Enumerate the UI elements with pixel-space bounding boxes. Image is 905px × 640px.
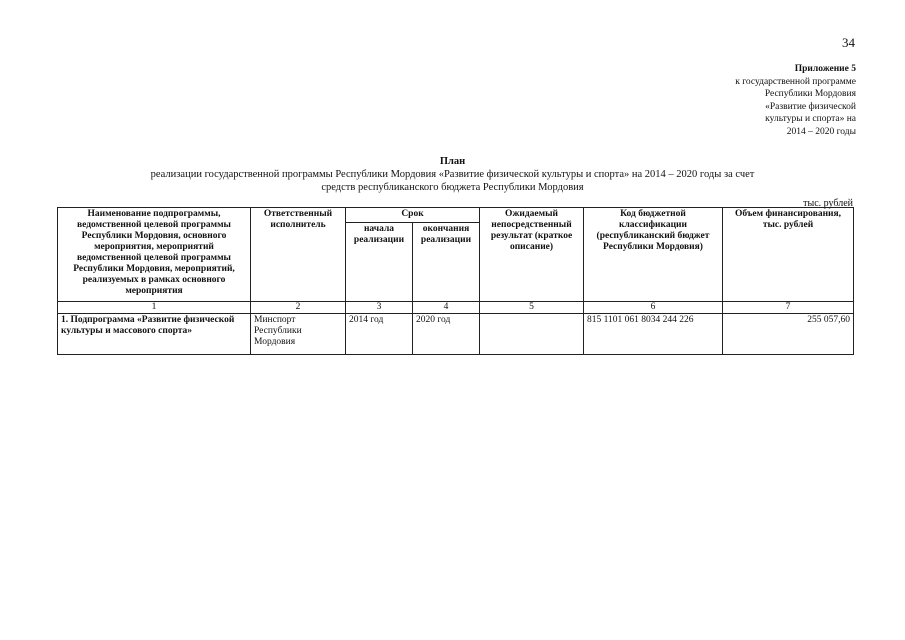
plan-subtitle-line-2: средств республиканского бюджета Республики Мордовия <box>321 182 584 193</box>
plan-header <box>0 155 905 194</box>
appendix-line: «Развитие физической <box>765 101 856 112</box>
appendix-block <box>735 63 856 138</box>
header-budget-code: Код бюджетной классификации (республиканский бюджет Республики Мордовия) <box>584 208 723 302</box>
header-funding: Объем финансирования, тыс. рублей <box>723 208 854 302</box>
units-label: тыс. рублей <box>803 198 853 209</box>
table-row <box>58 314 854 355</box>
appendix-title: Приложение 5 <box>794 64 856 74</box>
column-numbers-row <box>58 302 854 314</box>
appendix-line: 2014 – 2020 годы <box>786 126 856 137</box>
header-name: Наименование подпрограммы, ведомственной целевой программы Республики Мордовия, основного мероприятия, мероприятий ведомственной целевой программы Республики Мордовия, мероприятий, реализуемых в рамках основного мероприятия <box>58 208 251 302</box>
column-number: 1 <box>58 302 251 314</box>
column-number: 2 <box>251 302 346 314</box>
appendix-line: культуры и спорта» на <box>765 114 856 124</box>
header-result: Ожидаемый непосредственный результат (краткое описание) <box>480 208 584 302</box>
cell-executor: Минспорт Республики Мордовия <box>251 314 346 355</box>
header-row <box>58 208 854 223</box>
page-number: 34 <box>842 35 855 50</box>
plan-table <box>57 207 854 355</box>
header-executor: Ответственный исполнитель <box>251 208 346 302</box>
cell-end: 2020 год <box>413 314 480 355</box>
appendix-line: Республики Мордовия <box>764 89 856 99</box>
cell-result <box>480 314 584 355</box>
column-number: 3 <box>346 302 413 314</box>
header-term-start: начала реализации <box>346 223 413 302</box>
header-term: Срок <box>346 208 480 223</box>
column-number: 5 <box>480 302 584 314</box>
appendix-line: к государственной программе <box>735 76 856 87</box>
column-number: 4 <box>413 302 480 314</box>
plan-subtitle-line-1: реализации государственной программы Республики Мордовия «Развитие физической культуры и спорта» на 2014 – 2020 годы за счет <box>150 169 755 180</box>
column-number: 7 <box>723 302 854 314</box>
plan-title: План <box>439 156 466 167</box>
cell-start: 2014 год <box>346 314 413 355</box>
cell-budget-code: 815 1101 061 8034 244 226 <box>584 314 723 355</box>
header-term-end: окончания реализации <box>413 223 480 302</box>
cell-name: 1. Подпрограмма «Развитие физической культуры и массового спорта» <box>58 314 251 355</box>
column-number: 6 <box>584 302 723 314</box>
cell-funding: 255 057,60 <box>723 314 854 355</box>
